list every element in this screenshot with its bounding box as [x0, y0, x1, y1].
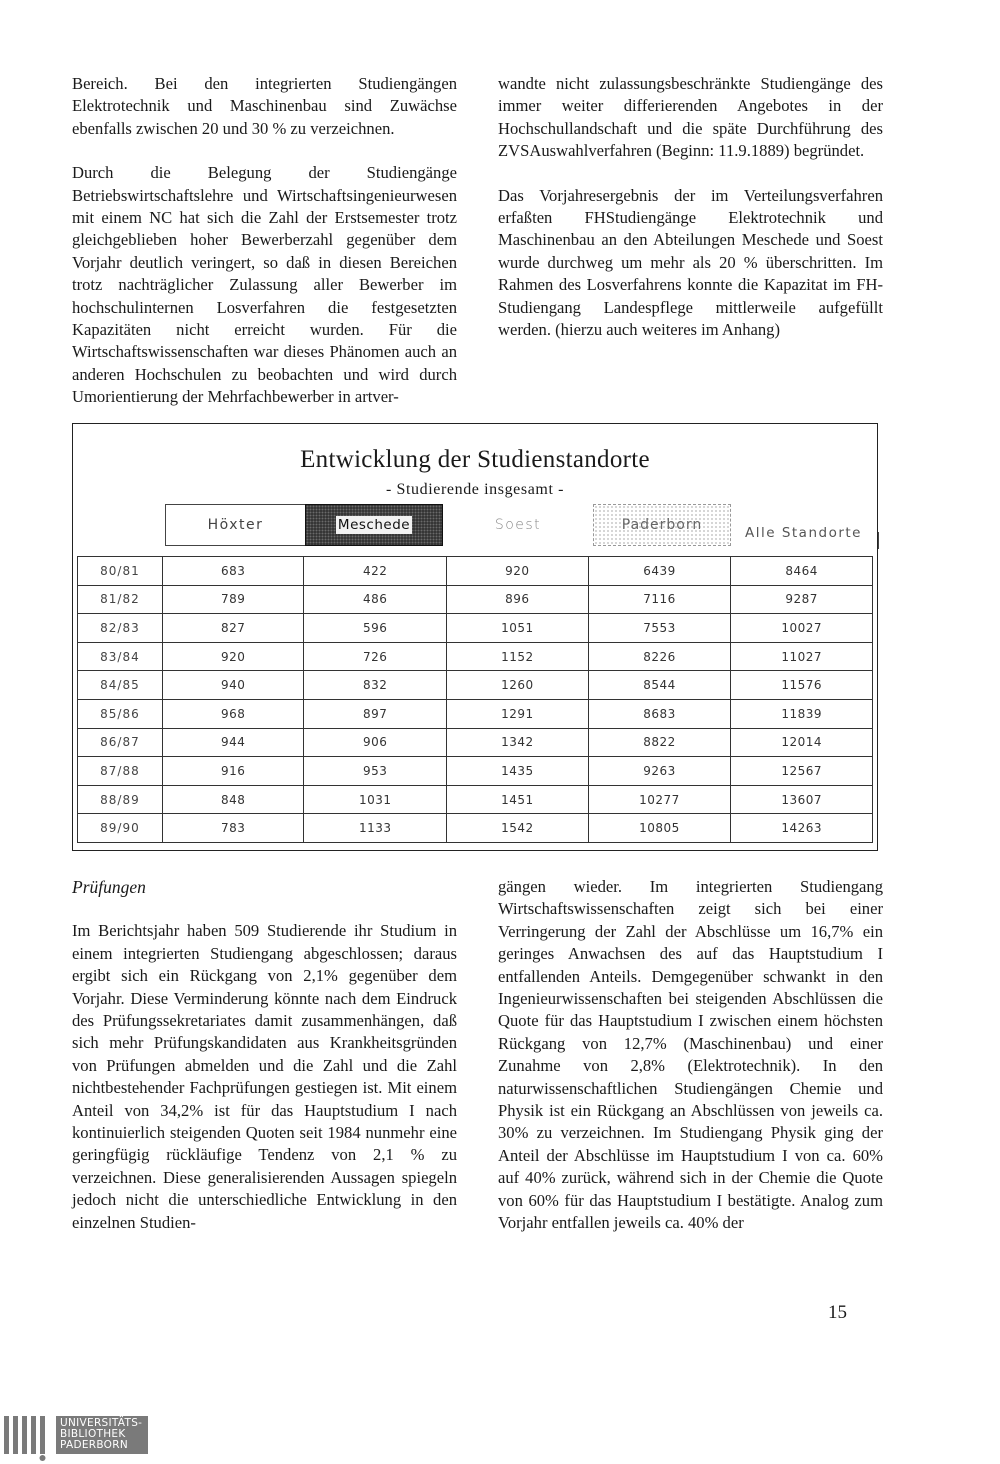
paragraph: Das Vorjahresergebnis der im Verteilungsverfahren erfaßten FHStudiengänge Elektrotechnik und Maschinenbau an den Abteilungen Meschede und Soest wurde durchweg um mehr als 20 % überschritten. Im Rahmen des Losverfahrens konnte die Kapazitat im FH-Studiengang Landespflege mittlerweile aufgefüllt werden. (hierzu auch weiteres im Anhang) — [498, 185, 883, 340]
table-cell-value: 1435 — [447, 757, 589, 786]
paragraph: gängen wieder. Im integrierten Studiengang Wirtschaftswissenschaften zeigt sich bei einer Verringerung der Zahl der Abschlüsse um 16,7% ein geringes Anwachsen des auf das Hauptstudium I entfallenden Anteils. Demgegenüber schwankt in den Ingenieurwissenschaften bei steigenden Abschlüssen die Quote für das Hauptstudium I zwischen einem höchsten Rückgang von 12,7% (Maschinenbau) und einer Zunahme von 2,8% (Elektrotechnik). In den naturwissenschaftlichen Studiengängen Chemie und Physik ist ein Rückgang an Abschlüssen von jeweils ca. 30% zu verzeichnen. Im Studiengang Physik ging der Anteil der Abschlüsse im Hauptstudium I von ca. 60% auf 40% zurück, während sich in der Chemie die Quote von 60% für das Hauptstudium I bestätigte. Analog zum Vorjahr entfallen jeweils ca. 40% der — [498, 877, 883, 1233]
table-cell-value: 1291 — [447, 699, 589, 728]
table-cell-value: 12567 — [731, 757, 873, 786]
table-cell-value: 944 — [162, 728, 304, 757]
text-column-bottom-left — [72, 876, 457, 1234]
table-cell-year: 84/85 — [78, 671, 163, 700]
table-cell-year: 82/83 — [78, 614, 163, 643]
table-cell-value: 1133 — [304, 814, 447, 843]
table-cell-year: 86/87 — [78, 728, 163, 757]
table-cell-value: 8226 — [588, 642, 731, 671]
table-cell-year: 87/88 — [78, 757, 163, 786]
text-column-top-left — [72, 73, 457, 409]
table-cell-value: 789 — [162, 585, 304, 614]
table-cell-value: 1031 — [304, 785, 447, 814]
table-cell-value: 8544 — [588, 671, 731, 700]
table-row — [78, 699, 873, 728]
column-header-meschede-label: Meschede — [337, 517, 411, 533]
paragraph: Bereich. Bei den integrierten Studiengängen Elektrotechnik und Maschinenbau sind Zuwächse ebenfalls zwischen 20 und 30 % zu verzeichnen. — [72, 74, 457, 138]
table-cell-value: 11576 — [731, 671, 873, 700]
table-cell-value: 8464 — [731, 557, 873, 586]
table-cell-value: 9263 — [588, 757, 731, 786]
text-column-top-right — [498, 73, 883, 341]
library-logo-icon — [4, 1416, 54, 1462]
table-cell-value: 13607 — [731, 785, 873, 814]
table-cell-value: 897 — [304, 699, 447, 728]
table-cell-value: 1542 — [447, 814, 589, 843]
table-cell-year: 89/90 — [78, 814, 163, 843]
table-cell-value: 596 — [304, 614, 447, 643]
table-row — [78, 585, 873, 614]
table-cell-value: 6439 — [588, 557, 731, 586]
table-row — [78, 671, 873, 700]
table-cell-value: 7116 — [588, 585, 731, 614]
table-cell-value: 422 — [304, 557, 447, 586]
table-cell-year: 81/82 — [78, 585, 163, 614]
table-cell-year: 88/89 — [78, 785, 163, 814]
table-cell-value: 848 — [162, 785, 304, 814]
table-row — [78, 785, 873, 814]
column-header-soest: Soest — [494, 517, 542, 533]
table-cell-value: 486 — [304, 585, 447, 614]
page-number: 15 — [828, 1302, 847, 1323]
table-cell-value: 1051 — [447, 614, 589, 643]
table-cell-value: 940 — [162, 671, 304, 700]
table-row — [78, 614, 873, 643]
paragraph: Im Berichtsjahr haben 509 Studierende ihr Studium in einem integrierten Studiengang abgeschlossen; daraus ergibt sich ein Rückgang von 2,1% gegenüber dem Vorjahr. Diese Verminderung könnte nach dem Eindruck des Prüfungssekretariates damit zusammenhängen, daß sich mehr Prüfungskandidaten aus Krankheitsgründen von Prüfungen abmelden und die Zahl und die Zahl nichtbestehender Fachprüfungen gestiegen ist. Mit einem Anteil von 34,2% ist für das Hauptstudium I nach kontinuierlich steigenden Quoten seit 1984 nunmehr eine geringfügig rückläufige Tendenz von 2,1 % zu verzeichnen. Diese generalisierenden Aussagen spiegeln jedoch nicht die unterschiedliche Entwicklung in den einzelnen Studien- — [72, 921, 457, 1232]
column-header-paderborn: Paderborn — [593, 504, 731, 546]
table-cell-value: 832 — [304, 671, 447, 700]
table-cell-value: 10277 — [588, 785, 731, 814]
table-cell-value: 10027 — [731, 614, 873, 643]
footer — [0, 1414, 1000, 1464]
table-row — [78, 642, 873, 671]
header-divider — [878, 532, 879, 549]
table-cell-year: 85/86 — [78, 699, 163, 728]
table-row — [78, 557, 873, 586]
table-cell-value: 906 — [304, 728, 447, 757]
table-cell-value: 11839 — [731, 699, 873, 728]
table-cell-value: 8683 — [588, 699, 731, 728]
column-header-meschede — [305, 504, 443, 546]
logo-line: BIBLIOTHEK — [60, 1428, 126, 1440]
table-cell-value: 14263 — [731, 814, 873, 843]
library-logo-text — [56, 1416, 148, 1454]
table-cell-value: 12014 — [731, 728, 873, 757]
table-cell-value: 916 — [162, 757, 304, 786]
table-row — [78, 728, 873, 757]
table-cell-year: 80/81 — [78, 557, 163, 586]
table-cell-value: 968 — [162, 699, 304, 728]
table-cell-value: 11027 — [731, 642, 873, 671]
logo-line: UNIVERSITÄTS- — [60, 1417, 143, 1429]
table-cell-value: 1451 — [447, 785, 589, 814]
table-cell-value: 683 — [162, 557, 304, 586]
table-cell-value: 1260 — [447, 671, 589, 700]
column-header-alle-standorte: Alle Standorte — [744, 525, 862, 541]
table-cell-value: 9287 — [731, 585, 873, 614]
section-heading: Prüfungen — [72, 877, 146, 897]
table-cell-year: 83/84 — [78, 642, 163, 671]
table-row — [78, 757, 873, 786]
table-cell-value: 1152 — [447, 642, 589, 671]
column-header-hoexter: Höxter — [165, 504, 305, 546]
paragraph: wandte nicht zulassungsbeschränkte Studiengänge des immer weiter differierenden Angebotes in der Hochschullandschaft und die späte Durchführung des ZVSAuswahlverfahren (Beginn: 11.9.1889) begründet. — [498, 74, 883, 161]
figure-subtitle: - Studierende insgesamt - — [385, 481, 565, 498]
figure-studienstandorte — [72, 423, 878, 851]
text-column-bottom-right — [498, 876, 883, 1235]
table-cell-value: 1342 — [447, 728, 589, 757]
table-cell-value: 10805 — [588, 814, 731, 843]
table-cell-value: 827 — [162, 614, 304, 643]
data-table — [77, 556, 873, 843]
paragraph: Durch die Belegung der Studiengänge Betriebswirtschaftslehre und Wirtschaftsingenieurwesen mit einem NC hat sich die Zahl der Erstsemester trotz gleichgeblieben hoher Bewerberzahl gegenüber dem Vorjahr deutlich veringert, so daß in diesen Bereichen trotz nachträglicher Zulassung aller Bewerber im hochschulinternen Losverfahren die festgesetzten Kapazitäten nicht erreicht wurden. Für die Wirtschaftswissenschaften war dieses Phänomen auch an anderen Hochschulen zu beobachten und wird durch Umorientierung der Mehrfachbewerber in artver- — [72, 163, 457, 407]
logo-line: PADERBORN — [60, 1439, 128, 1451]
table-cell-value: 920 — [447, 557, 589, 586]
table-cell-value: 726 — [304, 642, 447, 671]
table-cell-value: 7553 — [588, 614, 731, 643]
table-cell-value: 953 — [304, 757, 447, 786]
table-row — [78, 814, 873, 843]
table-cell-value: 920 — [162, 642, 304, 671]
table-cell-value: 8822 — [588, 728, 731, 757]
table-cell-value: 896 — [447, 585, 589, 614]
figure-title: Entwicklung der Studienstandorte — [300, 446, 650, 473]
table-cell-value: 783 — [162, 814, 304, 843]
